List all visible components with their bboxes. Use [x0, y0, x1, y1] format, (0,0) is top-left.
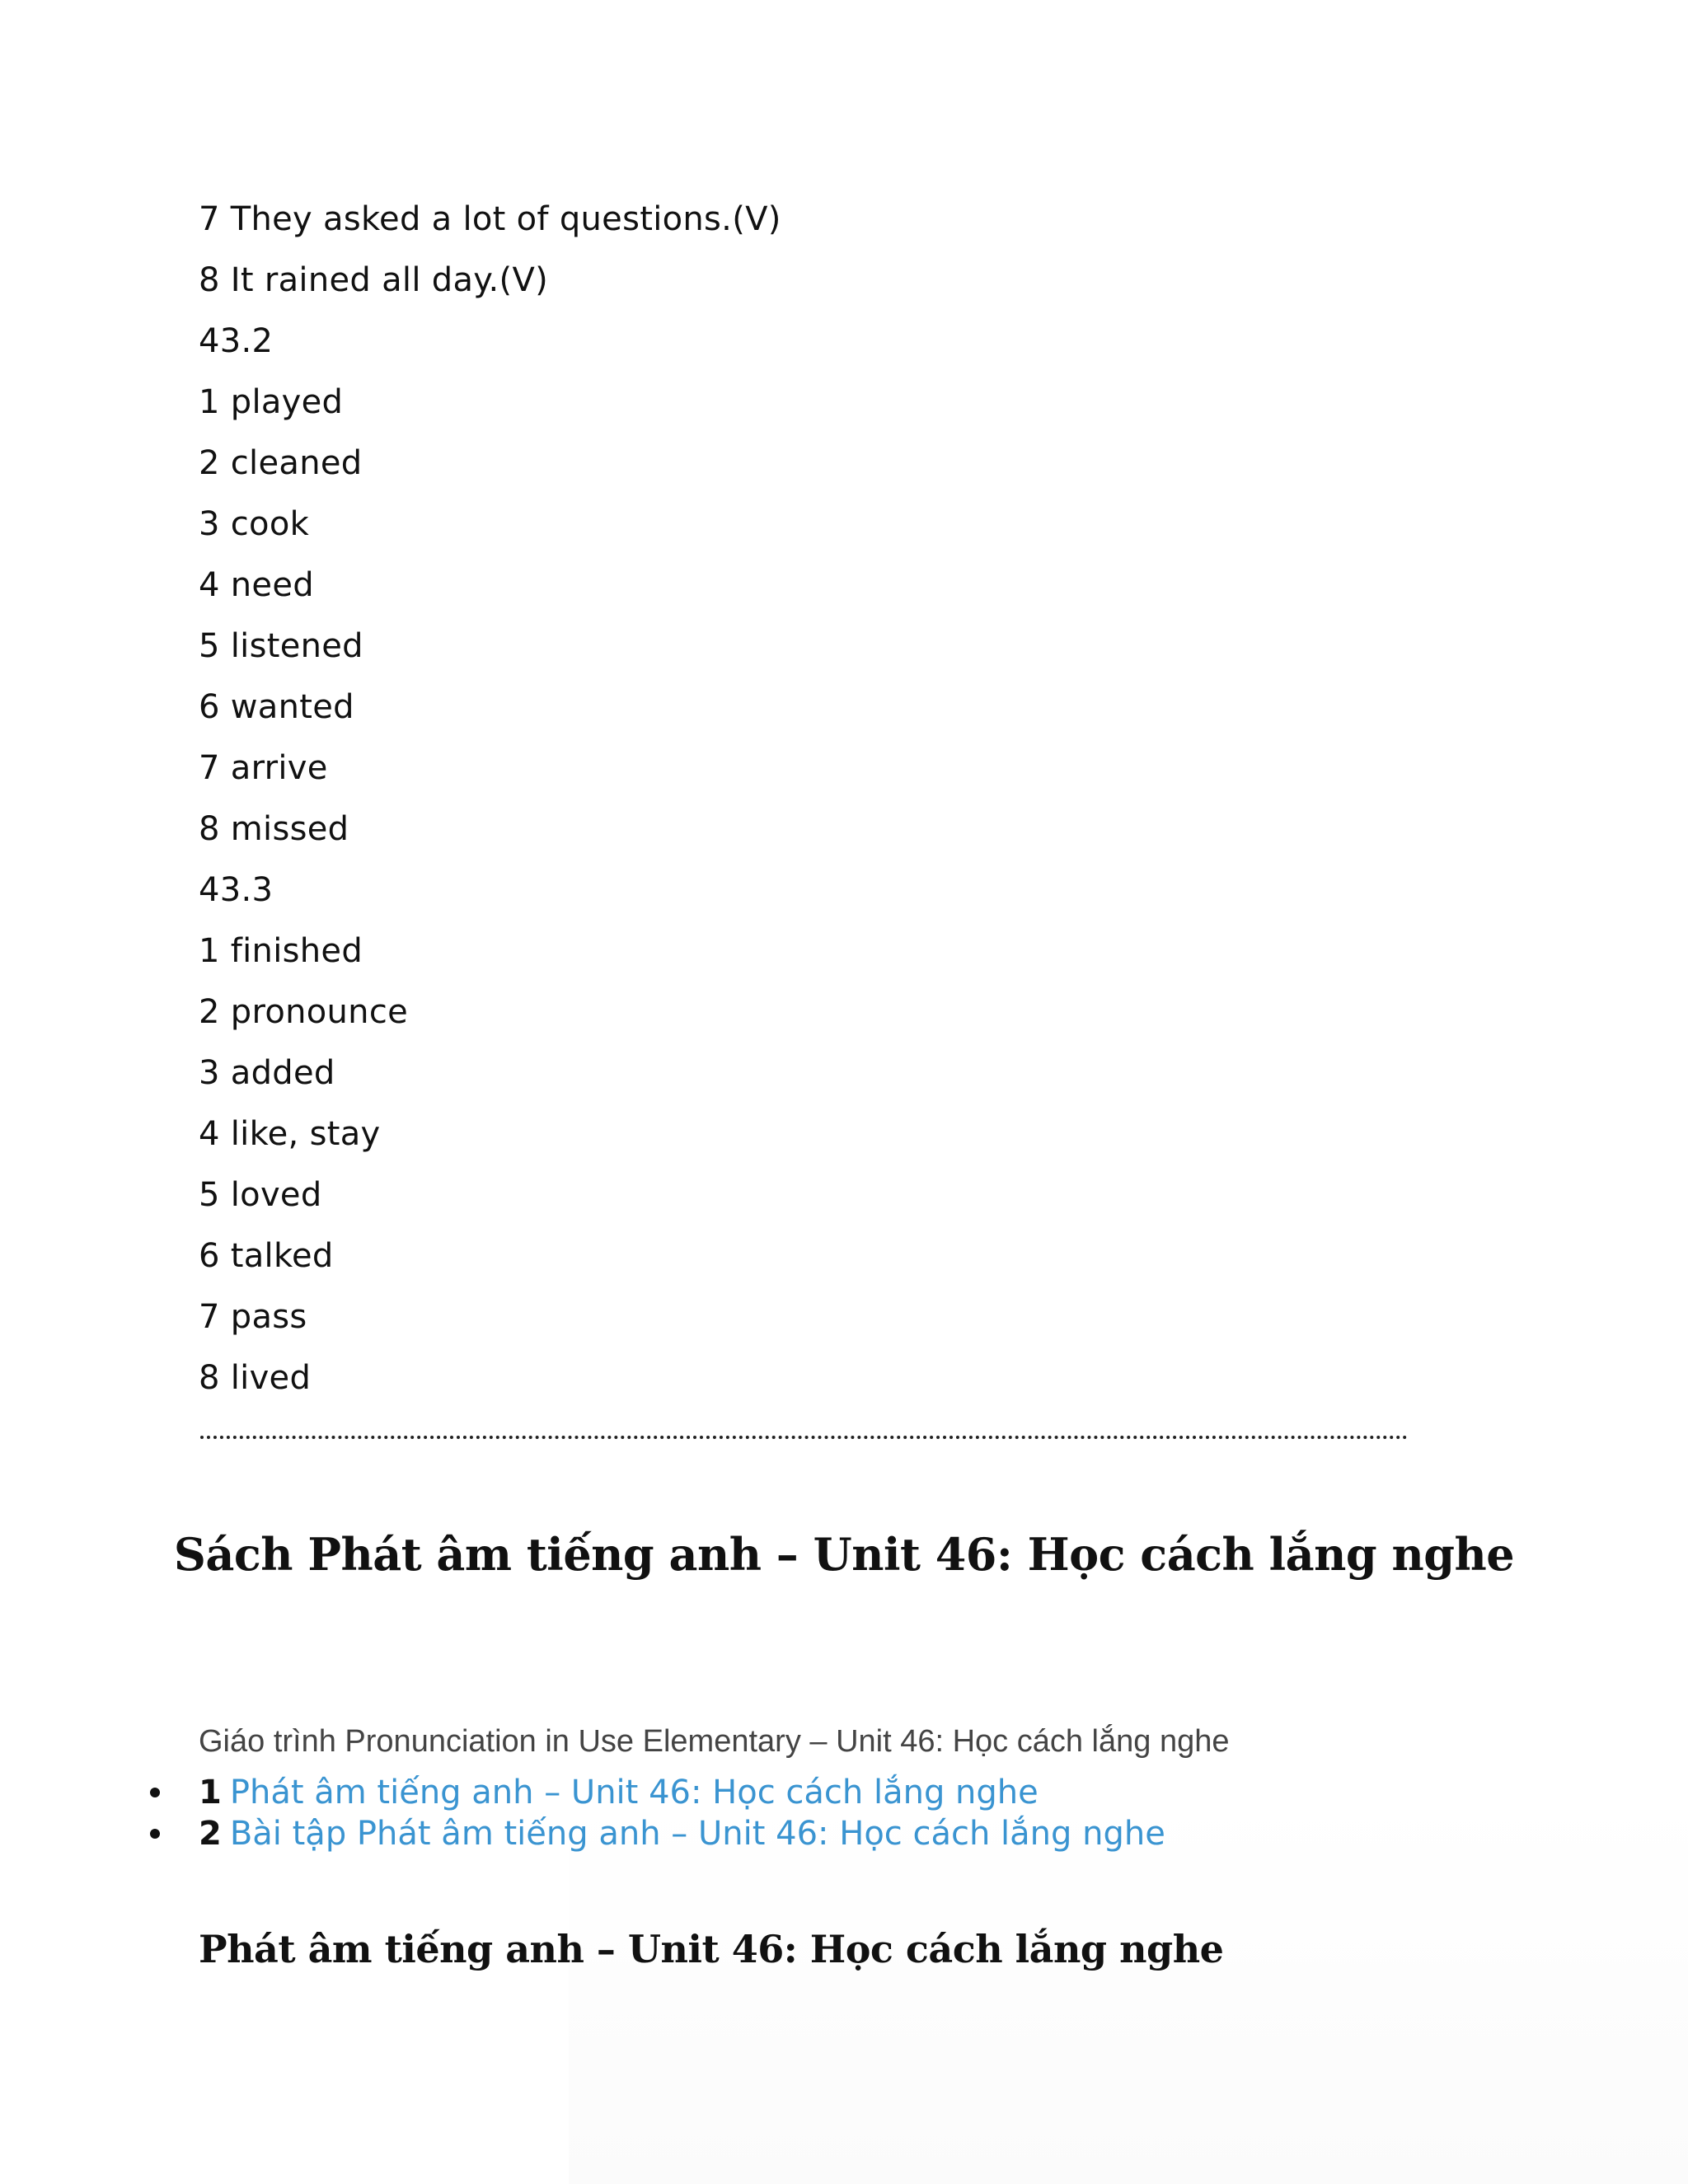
answer-line: 6 wanted — [199, 688, 354, 726]
answer-line: 8 It rained all day.(V) — [199, 261, 549, 299]
toc-item — [150, 1813, 1165, 1854]
answer-line: 7 pass — [199, 1298, 307, 1336]
answer-line: 4 like, stay — [199, 1115, 381, 1153]
toc-link[interactable]: Bài tập Phát âm tiếng anh – Unit 46: Học cách lắng nghe — [229, 1815, 1165, 1853]
answer-line: 6 talked — [199, 1237, 334, 1275]
answer-line: 1 finished — [199, 932, 363, 970]
toc-number: 1 — [199, 1774, 222, 1811]
answer-line: 3 added — [199, 1054, 335, 1092]
answer-line: 2 pronounce — [199, 993, 409, 1031]
intro-text: Giáo trình Pronunciation in Use Elementary – Unit 46: Học cách lắng nghe — [199, 1724, 1230, 1759]
section-heading: Phát âm tiếng anh – Unit 46: Học cách lắng nghe — [199, 1927, 1224, 1972]
unit-title: Sách Phát âm tiếng anh – Unit 46: Học cách lắng nghe — [173, 1528, 1515, 1582]
answer-line: 2 cleaned — [199, 444, 363, 482]
toc-number: 2 — [199, 1815, 222, 1853]
bullet-icon — [150, 1788, 160, 1797]
toc-item — [150, 1772, 1165, 1813]
answer-line: 8 lived — [199, 1359, 312, 1397]
answer-list — [199, 196, 781, 1416]
bullet-icon — [150, 1829, 160, 1839]
answer-line: 4 need — [199, 566, 314, 604]
answer-line: 8 missed — [199, 810, 349, 848]
page-shade — [569, 1797, 1688, 2184]
answer-line: 3 cook — [199, 505, 310, 543]
answer-line: 7 They asked a lot of questions.(V) — [199, 200, 781, 238]
answer-line: 7 arrive — [199, 749, 328, 787]
table-of-contents — [150, 1772, 1165, 1854]
answer-line: 5 loved — [199, 1176, 322, 1214]
toc-link[interactable]: Phát âm tiếng anh – Unit 46: Học cách lắng nghe — [229, 1774, 1039, 1811]
answer-line: 1 played — [199, 383, 344, 421]
answer-line: 5 listened — [199, 627, 363, 665]
exercise-number: 43.2 — [199, 322, 274, 360]
exercise-number: 43.3 — [199, 871, 274, 909]
dotted-separator — [200, 1436, 1408, 1439]
